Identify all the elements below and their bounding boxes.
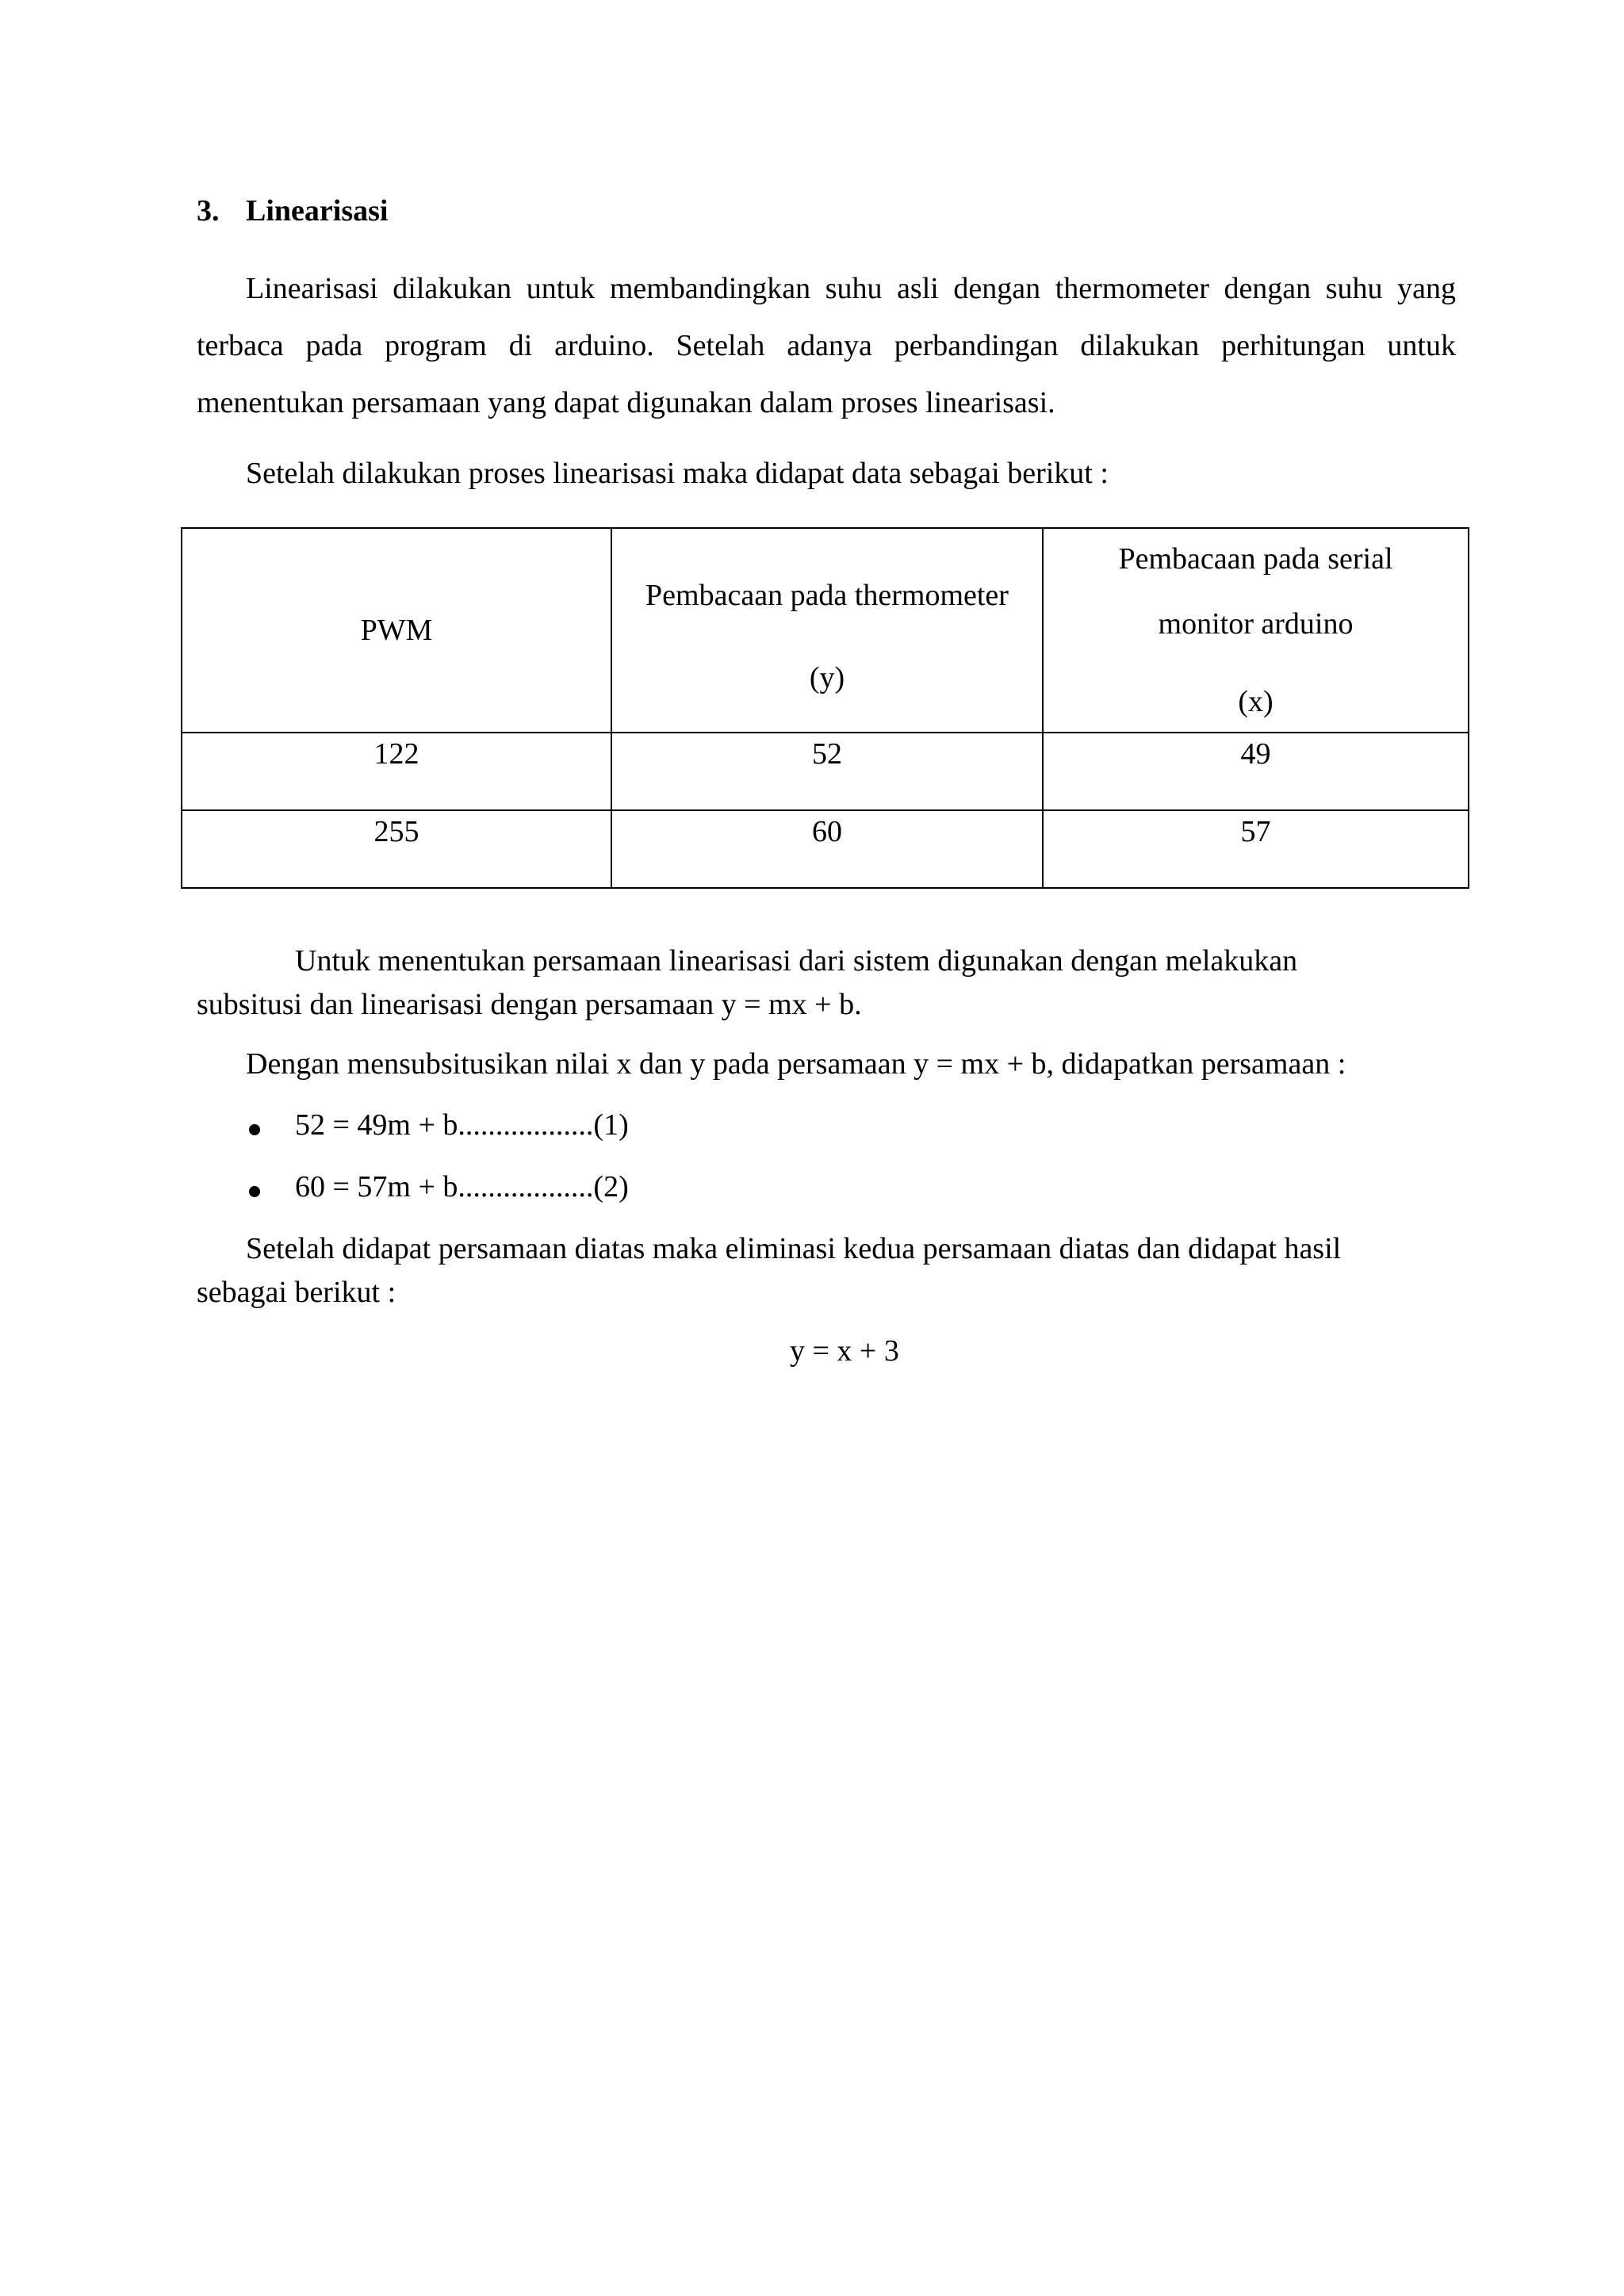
- conclusion-line-1: Setelah didapat persamaan diatas maka eliminasi kedua persamaan diatas dan didapat hasil: [246, 1232, 1342, 1265]
- cell-pwm: 255: [182, 810, 611, 888]
- cell-serial: 49: [1043, 733, 1469, 810]
- bullet-icon: [249, 1124, 260, 1135]
- table-lead-in: Setelah dilakukan proses linearisasi maka didapat data sebagai berikut :: [246, 457, 1109, 490]
- table-row: [182, 733, 1469, 810]
- section-number: 3.: [197, 194, 220, 228]
- intro-paragraph: Linearisasi dilakukan untuk membandingkan suhu asli dengan thermometer dengan suhu yang terbaca pada program di arduino. Setelah adanya perbandingan dilakukan perhitungan untuk menentukan persamaan yang dapat digunakan dalam proses linearisasi.: [197, 272, 1456, 419]
- cell-serial: 57: [1043, 810, 1469, 888]
- header-thermometer: Pembacaan pada thermometer (y): [611, 528, 1043, 733]
- bullet-icon: [249, 1186, 260, 1197]
- header-serial-monitor: Pembacaan pada serial monitor arduino (x): [1043, 528, 1469, 733]
- conclusion-line-2: sebagai berikut :: [197, 1276, 396, 1309]
- equation-1: 52 = 49m + b..................(1): [295, 1108, 629, 1142]
- section-title: Linearisasi: [246, 194, 389, 228]
- linearization-table: [181, 527, 1469, 889]
- equation-2: 60 = 57m + b..................(2): [295, 1170, 629, 1203]
- cell-pwm: 122: [182, 733, 611, 810]
- table-header-row: [182, 528, 1469, 733]
- cell-thermometer: 60: [611, 810, 1043, 888]
- method-line-2: subsitusi dan linearisasi dengan persamaan y = mx + b.: [197, 988, 862, 1021]
- method-line-1: Untuk menentukan persamaan linearisasi dari sistem digunakan dengan melakukan: [295, 944, 1298, 978]
- result-equation: y = x + 3: [790, 1334, 899, 1368]
- cell-thermometer: 52: [611, 733, 1043, 810]
- header-pwm: PWM: [182, 528, 611, 733]
- section-heading: [197, 193, 388, 228]
- table-row: [182, 810, 1469, 888]
- substitution-text: Dengan mensubsitusikan nilai x dan y pada persamaan y = mx + b, didapatkan persamaan :: [246, 1047, 1346, 1081]
